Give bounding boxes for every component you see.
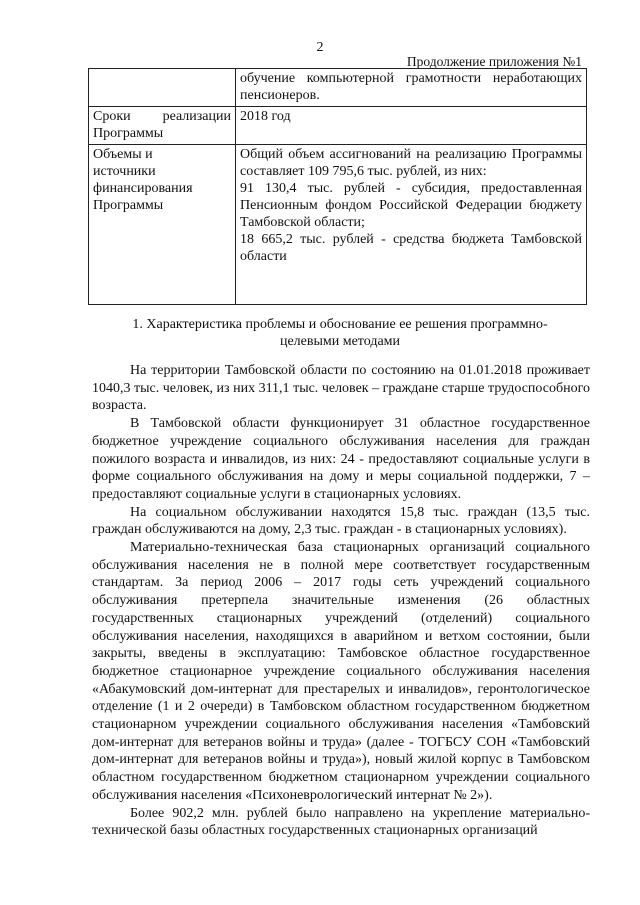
table-cell-label bbox=[89, 145, 236, 305]
label-line: финансирования bbox=[93, 181, 193, 196]
table-cell-value: обучение компьютерной грамотности неработающих пенсионеров. bbox=[236, 69, 587, 107]
paragraph: Более 902,2 млн. рублей было направлено на укрепление материально-технической базы областных государственных стационарных организаций bbox=[92, 805, 590, 839]
funding-total: Общий объем ассигнований на реализацию Программы составляет 109 795,6 тыс. рублей, из них: bbox=[240, 147, 582, 179]
body-text bbox=[92, 362, 590, 840]
label-line: Программы bbox=[93, 198, 164, 213]
section-heading-line: целевыми методами bbox=[279, 334, 401, 349]
table-row bbox=[89, 145, 587, 305]
funding-subsidy: 91 130,4 тыс. рублей - субсидия, предоставленная Пенсионным фондом Российской Федерации бюджету Тамбовской области; bbox=[240, 181, 582, 230]
continuation-note: Продолжение приложения №1 bbox=[406, 54, 582, 69]
paragraph: В Тамбовской области функционирует 31 областное государственное бюджетное учреждение социального обслуживания населения для граждан пожилого возраста и инвалидов, из них: 24 - предоставляют социальные услуги в форме социального обслуживания на дому и меры социальной поддержки, 7 – предоставляют социальные услуги в стационарных условиях. bbox=[92, 416, 590, 502]
table-cell-value: 2018 год bbox=[236, 107, 587, 145]
paragraph: Материально-техническая база стационарных организаций социального обслуживания населения не в полной мере соответствует государственным стандартам. За период 2006 – 2017 годы сеть учреждений социального обслуживания претерпела значительные изменения (26 областных государственных стационарных учреждений (отделений) социального обслуживания населения, находящихся в аварийном и ветхом состоянии, были закрыты, введены в эксплуатацию: Тамбовское областное государственное бюджетное стационарное учреждение социального обслуживания населения «Абакумовский дом-интернат для престарелых и инвалидов», геронтологическое отделение (1 и 2 очереди) в Тамбовском областном государственном бюджетном стационарном учреждении социального обслуживания населения «Тамбовский дом-интернат для ветеранов войны и труда» (далее - ТОГБСУ СОН «Тамбовский дом-интернат для ветеранов войны и труда»), новый жилой корпус в Тамбовском областном государственном бюджетном стационарном учреждении социального обслуживания населения «Психоневрологический интернат № 2»). bbox=[92, 540, 590, 803]
section-heading-line: 1. Характеристика проблемы и обоснование ее решения программно- bbox=[132, 317, 548, 332]
label-line: Объемы и bbox=[93, 147, 153, 162]
paragraph: На территории Тамбовской области по состоянию на 01.01.2018 проживает 1040,3 тыс. человек, из них 311,1 тыс. человек – граждане старше трудоспособного возраста. bbox=[92, 363, 590, 414]
page-number: 2 bbox=[316, 40, 324, 55]
table-cell-label bbox=[89, 69, 236, 107]
label-line: источники bbox=[93, 164, 156, 179]
funding-regional: 18 665,2 тыс. рублей - средства бюджета Тамбовской области bbox=[240, 232, 582, 264]
table-row bbox=[89, 69, 587, 107]
table-row bbox=[89, 107, 587, 145]
paragraph: На социальном обслуживании находятся 15,8 тыс. граждан (13,5 тыс. граждан обслуживаются на дому, 2,3 тыс. граждан - в стационарных условиях). bbox=[92, 504, 590, 538]
program-passport-table bbox=[88, 68, 587, 305]
table-cell-value bbox=[236, 145, 587, 305]
section-heading bbox=[92, 316, 588, 350]
table-cell-label: Сроки реализации Программы bbox=[89, 107, 236, 145]
